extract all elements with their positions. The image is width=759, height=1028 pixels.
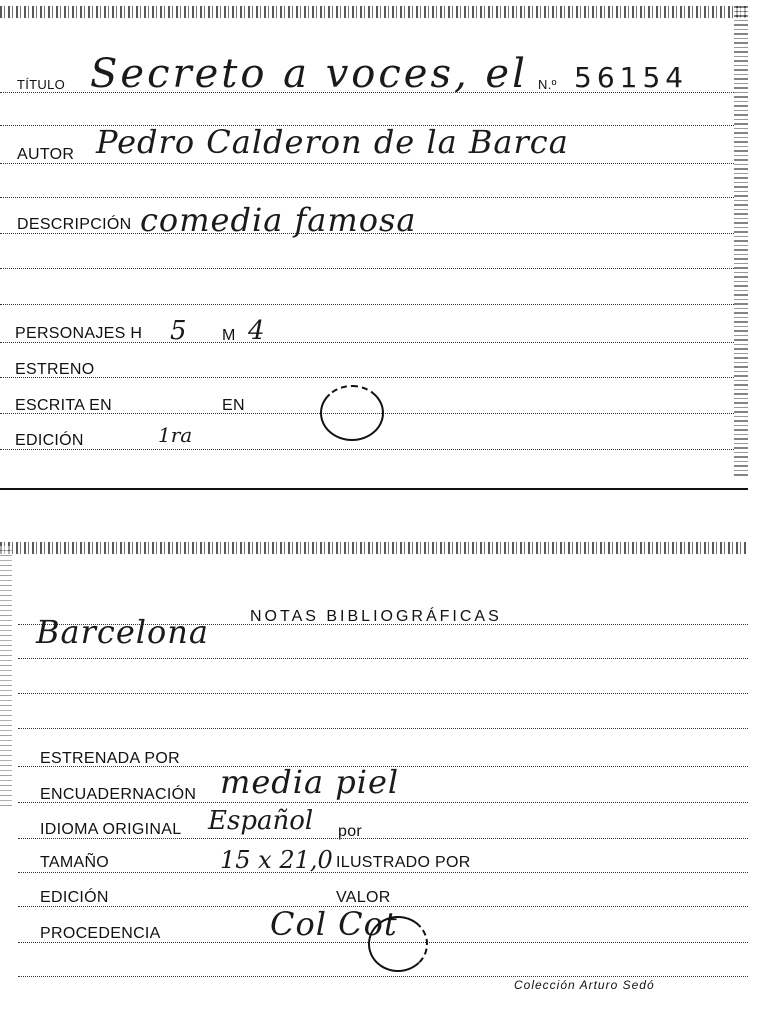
library-stamp — [320, 385, 384, 441]
procedencia-label: PROCEDENCIA — [40, 925, 161, 942]
rule-edicion — [0, 449, 734, 450]
encuadernacion-label: ENCUADERNACIÓN — [40, 786, 197, 803]
rule-blank-2 — [0, 197, 734, 198]
numero-value: 56154 — [574, 61, 689, 94]
autor-value: Pedro Calderon de la Barca — [96, 123, 569, 161]
rule-blank-3 — [0, 268, 734, 269]
rule-estreno — [0, 377, 734, 378]
card-right-edge — [734, 6, 748, 476]
tamano-value: 15 x 21,0 — [220, 846, 333, 874]
card-back-top-edge — [0, 542, 748, 554]
encuadernacion-value: media piel — [220, 763, 400, 801]
ilustrado-label: ILUSTRADO POR — [336, 854, 471, 871]
catalog-card-front — [0, 0, 748, 492]
library-stamp-back — [368, 916, 428, 972]
rule-tamano — [18, 872, 748, 873]
descripcion-label: DESCRIPCIÓN — [17, 216, 132, 233]
idioma-label: IDIOMA ORIGINAL — [40, 821, 182, 838]
estreno-label: ESTRENO — [15, 361, 95, 378]
rule-notes-4 — [18, 728, 748, 729]
notes-value: Barcelona — [36, 613, 209, 651]
rule-idioma — [18, 838, 748, 839]
rule-notes-3 — [18, 693, 748, 694]
edicion-back-label: EDICIÓN — [40, 889, 109, 906]
personajes-m-value: 4 — [248, 316, 265, 346]
procedencia-value: Col Cot — [270, 905, 398, 943]
edicion-value: 1ra — [158, 423, 193, 447]
rule-autor — [0, 163, 734, 164]
numero-label: N.º — [538, 77, 557, 92]
rule-blank-4 — [0, 304, 734, 305]
titulo-label: TÍTULO — [17, 77, 66, 92]
rule-notes-2 — [18, 658, 748, 659]
card-front-bottom-edge — [0, 488, 748, 490]
personajes-m-label: M — [222, 327, 236, 344]
idioma-value: Español — [208, 806, 314, 836]
edicion-label: EDICIÓN — [15, 432, 84, 449]
escrita-en-label: ESCRITA EN — [15, 397, 112, 414]
valor-label: VALOR — [336, 889, 391, 906]
footer-credit: Colección Arturo Sedó — [514, 978, 655, 992]
en-label: EN — [222, 397, 245, 414]
autor-label: AUTOR — [17, 146, 75, 163]
personajes-label: PERSONAJES H — [15, 325, 143, 342]
tamano-label: TAMAÑO — [40, 854, 110, 871]
por-label: por — [338, 823, 363, 840]
catalog-card-back — [0, 540, 748, 1028]
descripcion-value: comedia famosa — [140, 201, 417, 239]
personajes-h-value: 5 — [170, 316, 187, 346]
rule-encuadernacion — [18, 802, 748, 803]
card-back-left-edge — [0, 546, 12, 806]
card-top-edge — [0, 6, 748, 18]
titulo-value: Secreto a voces, el — [90, 51, 528, 97]
rule-footer — [18, 976, 748, 977]
notas-bibliograficas-title: NOTAS BIBLIOGRÁFICAS — [250, 608, 502, 625]
estrenada-label: ESTRENADA POR — [40, 750, 180, 767]
